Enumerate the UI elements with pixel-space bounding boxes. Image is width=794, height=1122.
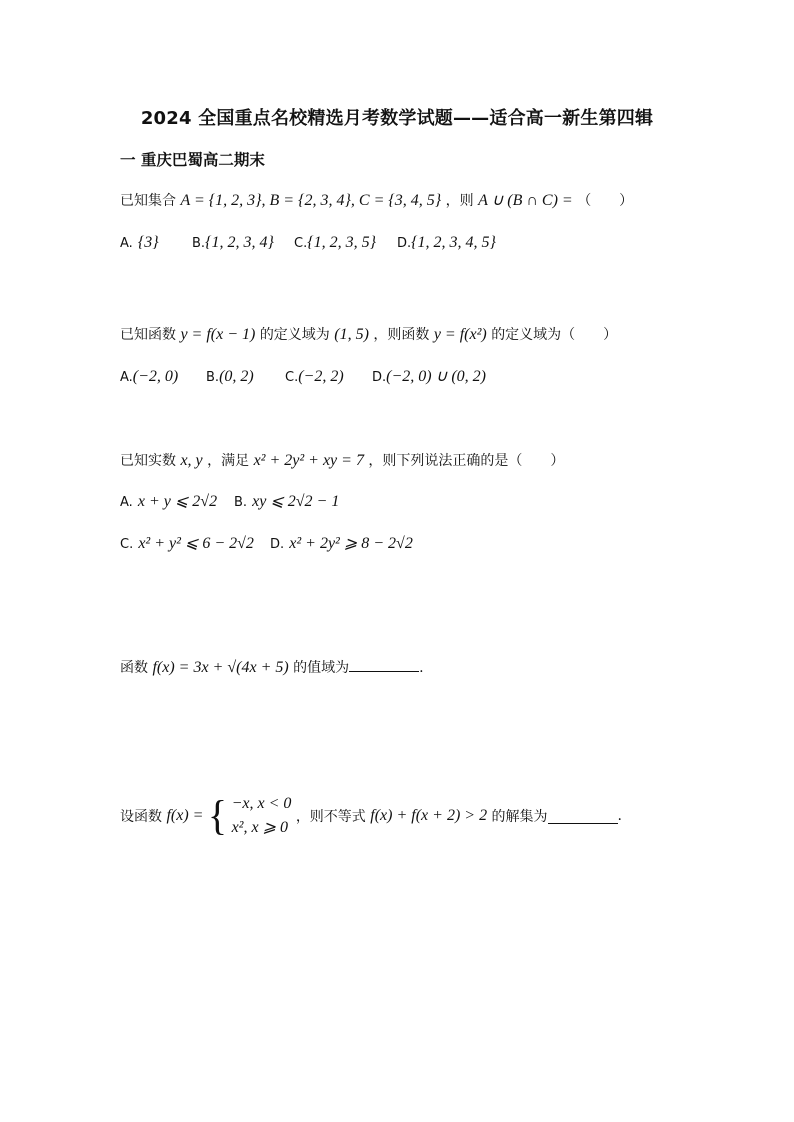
q3-variables: x, y: [180, 452, 203, 469]
piecewise-cases: [232, 792, 292, 840]
question-3-stem: [120, 450, 564, 470]
q1-sets: A = {1, 2, 3}, B = {2, 3, 4}, C = {3, 4, 5}: [180, 192, 442, 209]
q2-function: y = f(x − 1): [180, 326, 256, 343]
q3-option-b: B. xy ⩽ 2√2 − 1: [234, 493, 340, 510]
q5-mid: ，则不等式: [295, 809, 366, 825]
question-2-stem: [120, 324, 617, 344]
question-1-stem: [120, 190, 633, 210]
q4-prefix: 函数: [120, 660, 148, 676]
q1-suffix: （ ）: [577, 193, 634, 209]
q2-option-c: C.(−2, 2): [285, 368, 344, 385]
case-nonnegative: x², x ⩾ 0: [231, 819, 288, 836]
q5-function: f(x) =: [166, 807, 204, 824]
q3-prefix: 已知实数: [120, 453, 176, 469]
q1-option-a: A. {3}: [120, 234, 159, 251]
q2-option-d: D.(−2, 0) ∪ (0, 2): [372, 368, 486, 385]
q2-option-b: B.(0, 2): [206, 368, 254, 385]
q5-suffix: 的解集为: [491, 809, 548, 825]
q2-prefix: 已知函数: [120, 327, 176, 343]
q3-suffix: ，则下列说法正确的是（ ）: [368, 453, 565, 469]
q1-option-d: D.{1, 2, 3, 4, 5}: [397, 234, 496, 251]
piecewise-brace: {: [207, 791, 228, 840]
q3-mid: ，满足: [207, 453, 250, 469]
q2-function2: y = f(x²): [433, 326, 487, 343]
q5-inequality: f(x) + f(x + 2) > 2: [370, 807, 488, 824]
question-4-stem: 函数 f(x) = 3x + √(4x + 5) 的值域为 .: [120, 659, 424, 676]
q4-answer-blank[interactable]: [349, 657, 419, 672]
q2-mid2: ，则函数: [373, 327, 430, 343]
q1-option-c: C.{1, 2, 3, 5}: [294, 234, 377, 251]
q2-domain: (1, 5): [334, 326, 369, 343]
q3-option-d: D. x² + 2y² ⩾ 8 − 2√2: [270, 535, 413, 552]
case-negative: −x, x < 0: [231, 795, 292, 812]
q1-option-b: B.{1, 2, 3, 4}: [192, 234, 274, 251]
q5-prefix: 设函数: [120, 809, 162, 825]
page-title: 2024 全国重点名校精选月考数学试题——适合高一新生第四辑: [140, 108, 654, 129]
q3-option-a: A. x + y ⩽ 2√2: [120, 493, 218, 510]
q4-function: f(x) = 3x + √(4x + 5): [152, 659, 289, 676]
q3-option-c: C. x² + y² ⩽ 6 − 2√2: [120, 535, 254, 552]
q1-mid: ，则: [445, 193, 474, 209]
question-5-stem: 设函数 f(x) = { −x, x < 0 x², x ⩾ 0 ，则不等式 f(x) + f(x + 2) > 2 的解集为 .: [120, 791, 622, 840]
section-heading: 一 重庆巴蜀高二期末: [120, 151, 265, 169]
q2-suffix: 的定义域为（ ）: [491, 327, 618, 343]
q4-suffix: 的值域为: [293, 660, 350, 676]
q1-prefix: 已知集合: [120, 193, 176, 209]
q2-option-a: A.(−2, 0): [120, 368, 179, 385]
q1-expression: A ∪ (B ∩ C) =: [478, 192, 573, 209]
q3-equation: x² + 2y² + xy = 7: [253, 452, 364, 469]
q2-mid: 的定义域为: [259, 327, 330, 343]
q5-answer-blank[interactable]: [548, 809, 618, 824]
